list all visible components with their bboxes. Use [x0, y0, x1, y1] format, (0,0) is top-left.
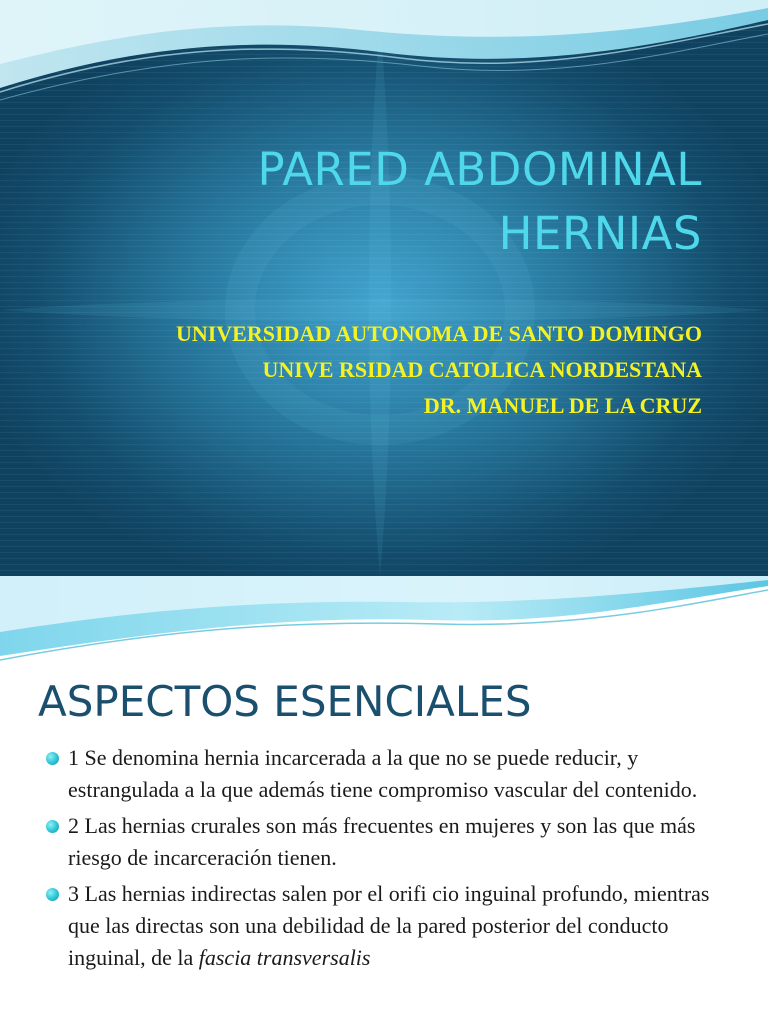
bullet-icon: [46, 888, 59, 901]
bullet-text: 2 Las hernias crurales son más frecuentes en mujeres y son las que más riesgo de incarceración tienen.: [68, 813, 696, 870]
title-line-1: PARED ABDOMINAL: [257, 143, 702, 196]
presentation-subtitle: [2, 316, 702, 424]
subtitle-author: DR. MANUEL DE LA CRUZ: [423, 393, 702, 418]
slide-heading: ASPECTOS ESENCIALES: [38, 677, 532, 726]
title-line-2: HERNIAS: [498, 207, 702, 260]
bullet-text: 1 Se denomina hernia incarcerada a la que no se puede reducir, y estrangulada a la que además tiene compromiso vascular del contenido.: [68, 745, 698, 802]
list-item: [44, 742, 734, 806]
list-item: [44, 878, 734, 974]
subtitle-university-1: UNIVERSIDAD AUTONOMA DE SANTO DOMINGO: [175, 321, 702, 346]
bullet-list: [44, 742, 734, 978]
subtitle-university-2: UNIVE RSIDAD CATOLICA NORDESTANA: [262, 357, 702, 382]
presentation-title: [62, 138, 702, 266]
list-item: [44, 810, 734, 874]
bullet-italic-term: fascia transversalis: [198, 945, 371, 970]
content-slide: [0, 576, 768, 1024]
header-wave-decoration: [0, 576, 768, 666]
bullet-icon: [46, 820, 59, 833]
top-wave-decoration: [0, 0, 768, 120]
bullet-icon: [46, 752, 59, 765]
bullet-text: 3 Las hernias indirectas salen por el orifi cio inguinal profundo, mientras que las directas son una debilidad de la pared posterior del conducto inguinal, de la: [68, 881, 710, 970]
